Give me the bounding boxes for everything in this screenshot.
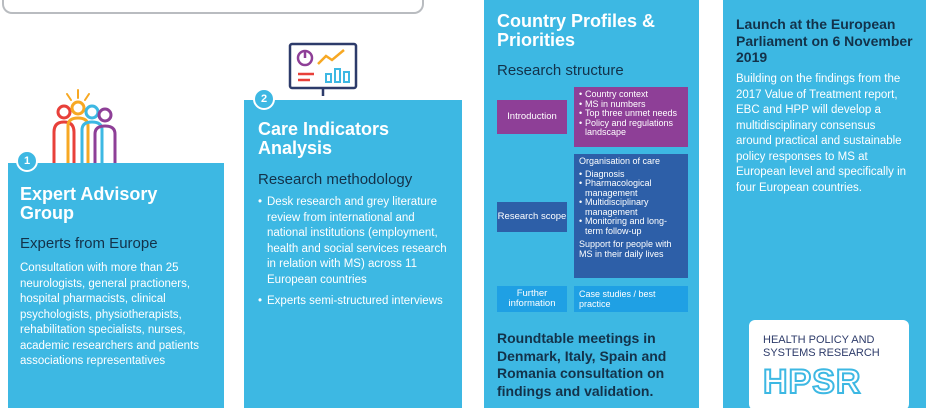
card-subtitle: Research structure xyxy=(497,62,624,79)
list-item: • Diagnosis xyxy=(579,170,683,180)
research-scope-label: Research scope xyxy=(497,202,567,232)
introduction-label: Introduction xyxy=(497,100,567,134)
methodology-list xyxy=(258,195,450,310)
card-subtitle: Research methodology xyxy=(258,171,413,188)
research-scope-box xyxy=(574,154,688,278)
people-group-icon xyxy=(40,82,140,170)
hpsr-logo xyxy=(749,320,909,410)
card-title: Country Profiles & Priorities xyxy=(497,11,656,50)
logo-text-line2: SYSTEMS RESEARCH xyxy=(763,347,880,359)
methodology-item: • Desk research and grey literature review from international and national institutions (employment, health and social services research in relation with MS) across 11 European countries xyxy=(258,195,450,288)
roundtable-text: Roundtable meetings in Denmark, Italy, Spain and Romania consultation on findings and validation. xyxy=(497,330,667,399)
list-item: • MS in numbers xyxy=(579,100,683,110)
list-item: • Top three unmet needs xyxy=(579,109,683,119)
scope-footer: Support for people with MS in their daily lives xyxy=(579,239,672,259)
step-number-badge: 1 xyxy=(16,150,38,172)
scope-heading: Organisation of care xyxy=(579,156,661,166)
further-information-label: Further information xyxy=(497,286,567,312)
expert-advisory-card xyxy=(8,163,224,408)
methodology-item: • Experts semi-structured interviews xyxy=(258,294,450,310)
introduction-box xyxy=(574,87,688,147)
logo-text-line1: HEALTH POLICY AND xyxy=(763,334,875,346)
launch-body: Building on the findings from the 2017 Value of Treatment report, EBC and HPP will develop a multidisciplinary consensus around practical and sustainable policy responses to MS at European level and specifically in four European countries. xyxy=(736,73,907,194)
list-item: • Country context xyxy=(579,90,683,100)
care-indicators-card xyxy=(244,100,462,408)
list-item: • Monitoring and long-term follow-up xyxy=(579,217,683,236)
list-item: • Policy and regulations landscape xyxy=(579,119,683,138)
logo-mark: HPSR xyxy=(763,363,862,401)
launch-title: Launch at the European Parliament on 6 November 2019 xyxy=(736,16,913,65)
header-box xyxy=(2,0,424,14)
list-item: • Pharmacological management xyxy=(579,179,683,198)
list-item: • Multidisciplinary management xyxy=(579,198,683,217)
card-title: Expert Advisory Group xyxy=(20,184,158,223)
step-number-badge: 2 xyxy=(253,88,275,110)
card-body: Consultation with more than 25 neurologists, general practioners, hospital pharmacists, clinical psychologists, physiotherapists, rehabilitation specialists, nurses, academic researchers and patients associations representatives xyxy=(20,262,199,367)
card-title: Care Indicators Analysis xyxy=(258,119,390,158)
card-subtitle: Experts from Europe xyxy=(20,235,158,252)
monitor-chart-icon xyxy=(288,42,360,98)
further-information-box: Case studies / best practice xyxy=(574,286,688,312)
